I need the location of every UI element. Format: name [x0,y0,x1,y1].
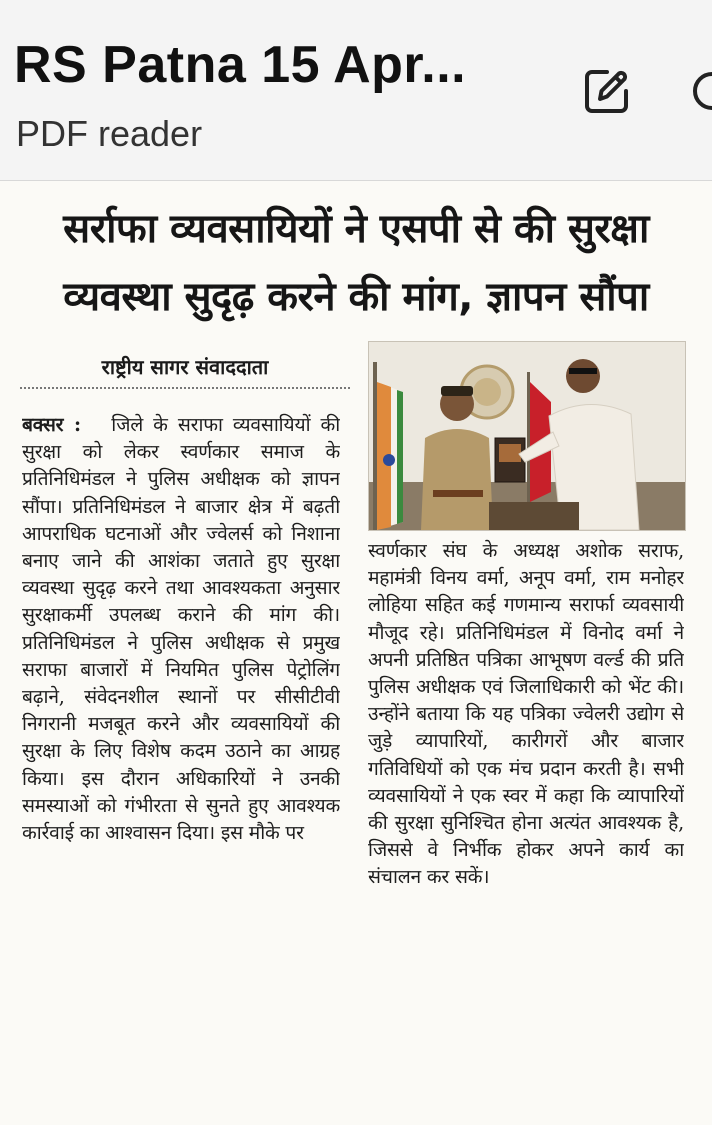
document-title: RS Patna 15 Apr... [14,36,467,94]
overflow-menu-button[interactable] [682,60,712,122]
article-headline [0,195,712,331]
app-header [0,0,712,181]
article-column-left [22,411,340,1121]
app-subtitle: PDF reader [16,113,203,154]
news-photo [368,341,686,531]
headline-line-2: व्यवस्था सुदृढ़ करने की मांग, ज्ञापन सौंपा [63,274,649,320]
dateline-place: बक्सर : [22,413,81,436]
photo-scene [369,342,685,530]
byline: राष्ट्रीय सागर संवाददाता [20,351,350,389]
edit-button[interactable] [576,60,638,122]
overflow-menu-icon [682,60,712,122]
headline-line-1: सर्राफा व्यवसायियों ने एसपी से की सुरक्षा [63,206,649,252]
edit-icon [580,64,634,118]
newspaper-clipping [0,181,712,1125]
article-column-right: स्वर्णकार संघ के अध्यक्ष अशोक सराफ, महामंत्री विनय वर्मा, अनूप वर्मा, राम मनोहर लोहिया सहित कई गणमान्य सरार्फा व्यवसायी मौजूद रहे। प्रतिनिधिमंडल में विनोद वर्मा ने अपनी प्रतिष्ठित पत्रिका आभूषण वर्ल्ड की प्रति पुलिस अधीक्षक एवं जिलाधिकारी को भेंट की। उन्होंने बताया कि यह पत्रिका ज्वेलरी उद्योग से जुड़े व्यापारियों, कारीगरों और बाजार गतिविधियों को एक मंच प्रदान करती है। सभी व्यवसायियों ने एक स्वर में कहा कि व्यापारियों की सुरक्षा सुनिश्चित होना अत्यंत आवश्यक है, जिससे वे निर्भीक होकर अपने कार्य का संचालन कर सकें। [368,539,684,889]
left-column-text: जिले के सराफा व्यवसायियों की सुरक्षा को लेकर स्वर्णकार समाज के प्रतिनिधिमंडल ने पुलिस अधीक्षक को ज्ञापन सौंपा। प्रतिनिधिमंडल ने बाजार क्षेत्र में बढ़ती आपराधिक घटनाओं और ज्वेलर्स को निशाना बनाए जाने की आशंका जताते हुए सुरक्षा व्यवस्था सुदृढ़ करने तथा आवश्यकता अनुसार सुरक्षाकर्मी उपलब्ध कराने की मांग की। प्रतिनिधिमंडल ने पुलिस अधीक्षक से प्रमुख सराफा बाजारों में नियमित पुलिस पेट्रोलिंग बढ़ाने, संवेदनशील स्थानों पर सीसीटीवी निगरानी मजबूत करने और व्यवसायियों की सुरक्षा के लिए विशेष कदम उठाने का आग्रह किया। इस दौरान अधिकारियों ने उनकी समस्याओं को गंभीरता से सुनते हुए आवश्यक कार्रवाई का आश्वासन दिया। इस मौके पर [22,413,340,845]
